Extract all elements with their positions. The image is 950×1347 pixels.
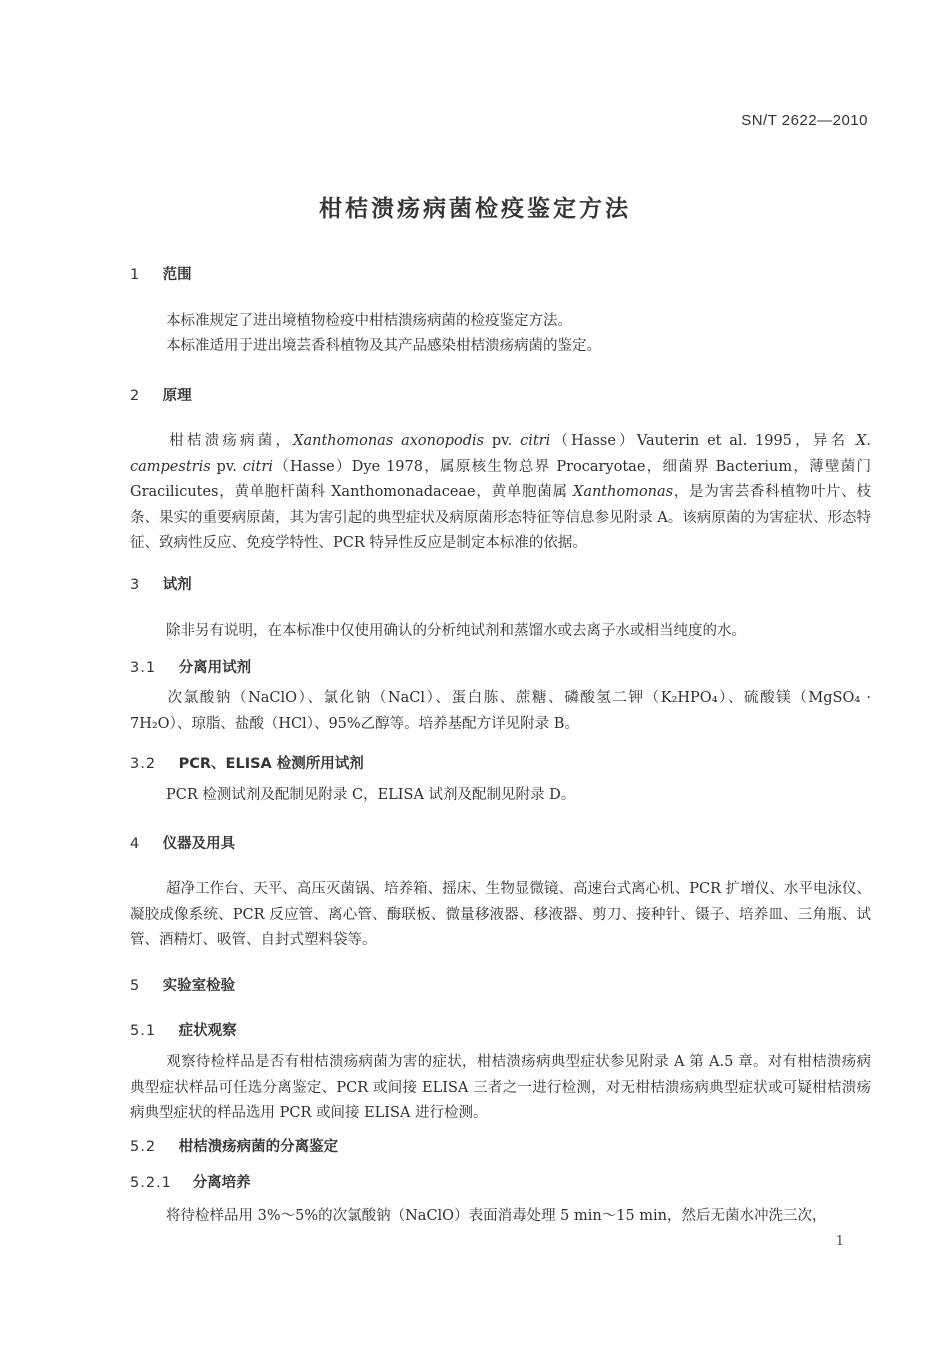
document-title: 柑桔溃疡病菌检疫鉴定方法 — [319, 195, 631, 222]
section-number: 2 — [130, 388, 141, 404]
section-label: 试剂 — [162, 577, 192, 593]
reagents-paragraph: 除非另有说明，在本标准中仅使用确认的分析纯试剂和蒸馏水或去离子水或相当纯度的水。 — [166, 623, 746, 639]
section-label: 症状观察 — [178, 1023, 237, 1039]
principle-paragraph: 柑桔溃疡病菌，Xanthomonas axonopodis pv. citri（Hasse）Vauterin et al. 1995，异名 X. campestris pv. citri（Hasse）Dye 1978，属原核生物总界 Procaryotae，细菌界 Bacterium，薄壁菌门 Gracilicutes，黄单胞杆菌科 Xanthomonadaceae，黄单胞菌属 Xanthomonas，是为害芸香科植物叶片、枝条、果实的重要病原菌，其为害引起的典型症状及病原菌形态特征等信息参见附录 A。该病原菌的为害症状、形态特征、致病性反应、免疫学特性、PCR 特异性反应是制定本标准的依据。 — [130, 433, 872, 551]
section-5-heading — [130, 974, 235, 995]
section-number: 4 — [130, 836, 141, 852]
section-label: 实验室检验 — [162, 978, 236, 994]
section-label: 分离用试剂 — [178, 660, 252, 676]
section-label: 分离培养 — [192, 1175, 251, 1191]
section-number: 5.2 — [130, 1139, 157, 1155]
instruments-paragraph: 超净工作台、天平、高压灭菌锅、培养箱、摇床、生物显微镜、高速台式离心机、PCR 扩增仪、水平电泳仪、凝胶成像系统、PCR 反应管、离心管、酶联板、微量移液器、移液器、剪刀、接种针、镊子、培养皿、三角瓶、试管、酒精灯、吸管、自封式塑料袋等。 — [130, 881, 871, 948]
section-3-heading — [130, 573, 192, 594]
section-number: 5.1 — [130, 1023, 157, 1039]
section-5-2-1-heading — [130, 1171, 251, 1192]
section-5-2-heading — [130, 1135, 338, 1156]
section-5-1-heading — [130, 1019, 237, 1040]
section-3-2-heading — [130, 752, 364, 773]
section-number: 3 — [130, 577, 141, 593]
section-label: 原理 — [162, 388, 192, 404]
section-2-heading — [130, 384, 192, 405]
section-number: 1 — [130, 267, 141, 283]
section-3-1-heading — [130, 656, 251, 677]
section-label: PCR、ELISA 检测所用试剂 — [178, 756, 364, 772]
section-number: 5 — [130, 978, 141, 994]
section-4-heading — [130, 832, 235, 853]
symptom-paragraph: 观察待检样品是否有柑桔溃疡病菌为害的症状，柑桔溃疡病典型症状参见附录 A 第 A.5 章。对有柑桔溃疡病典型症状样品可任选分离鉴定、PCR 或间接 ELISA 三者之一进行检测，对无柑桔溃疡病典型症状或可疑柑桔溃疡病典型症状的样品选用 PCR 或间接 ELISA 进行检测。 — [130, 1054, 871, 1121]
section-1-heading — [130, 263, 192, 284]
isolation-reagents-paragraph: 次氯酸钠（NaClO）、氯化钠（NaCl）、蛋白胨、蔗糖、磷酸氢二钾（K₂HPO₄）、硫酸镁（MgSO₄ · 7H₂O）、琼脂、盐酸（HCl）、95%乙醇等。培养基配方详见附录 B。 — [130, 690, 871, 732]
pcr-reagents-paragraph: PCR 检测试剂及配制见附录 C，ELISA 试剂及配制见附录 D。 — [166, 787, 576, 803]
standard-number: SN/T 2622—2010 — [741, 112, 868, 129]
section-label: 范围 — [162, 267, 192, 283]
section-number: 3.2 — [130, 756, 157, 772]
section-label: 仪器及用具 — [162, 836, 236, 852]
section-number: 5.2.1 — [130, 1175, 172, 1191]
section-number: 3.1 — [130, 660, 157, 676]
culture-paragraph: 将待检样品用 3%～5%的次氯酸钠（NaClO）表面消毒处理 5 min～15 min，然后无菌水冲洗三次， — [166, 1208, 827, 1224]
scope-paragraph-2: 本标准适用于进出境芸香科植物及其产品感染柑桔溃疡病菌的鉴定。 — [166, 338, 601, 354]
scope-paragraph-1: 本标准规定了进出境植物检疫中柑桔溃疡病菌的检疫鉴定方法。 — [166, 313, 572, 329]
page-number: 1 — [835, 1234, 844, 1249]
section-label: 柑桔溃疡病菌的分离鉴定 — [178, 1139, 339, 1155]
